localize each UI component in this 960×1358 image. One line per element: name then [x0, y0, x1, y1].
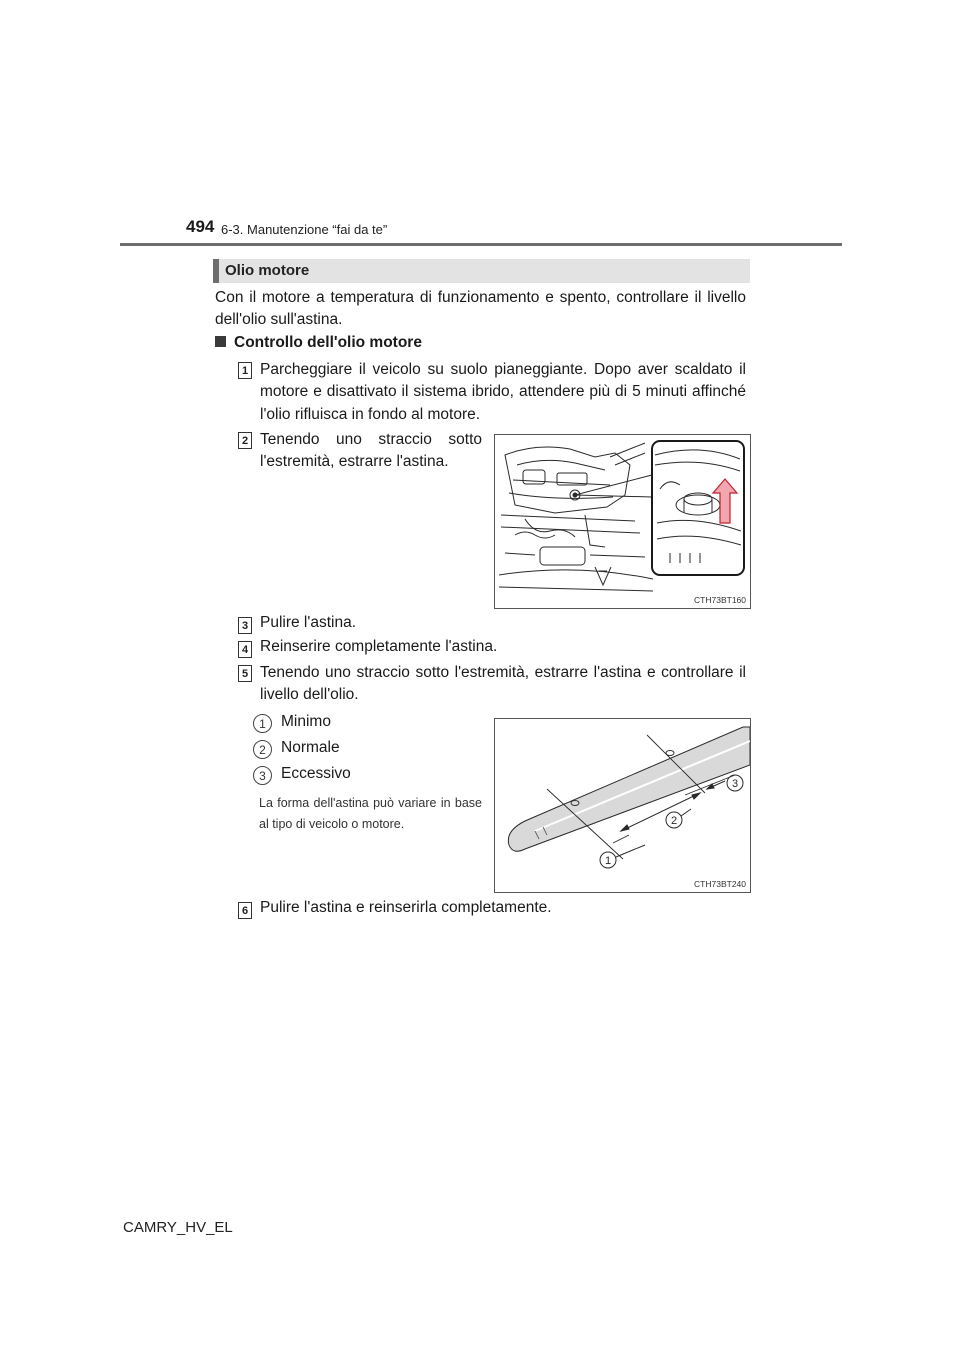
level-number-1: 1 — [253, 714, 272, 733]
callout-1: 1 — [604, 855, 612, 867]
dipstick-figure-code: CTH73BT240 — [694, 879, 746, 889]
footer-model-code: CAMRY_HV_EL — [123, 1219, 233, 1236]
step-5-text: Tenendo uno straccio sotto l'estremità, estrarre l'astina e controllare il livello dell'olio. — [260, 664, 746, 704]
step-number-4: 4 — [238, 641, 252, 658]
section-bar-accent — [213, 259, 219, 283]
header-divider — [120, 243, 842, 246]
level-label-excessive: Eccessivo — [281, 765, 351, 782]
note-text: La forma dell'astina può variare in base al tipo di veicolo o motore. — [259, 796, 482, 831]
engine-compartment-illustration — [495, 435, 750, 608]
step-number-3: 3 — [238, 617, 252, 634]
dipstick-figure — [494, 718, 751, 893]
dipstick-illustration — [495, 719, 750, 892]
engine-figure — [494, 434, 751, 609]
step-2-text: Tenendo uno straccio sotto l'estremità, estrarre l'astina. — [260, 431, 482, 471]
section-title-bar — [213, 259, 750, 283]
callout-2: 2 — [670, 815, 678, 827]
callout-3: 3 — [731, 778, 739, 790]
level-number-2: 2 — [253, 740, 272, 759]
step-number-1: 1 — [238, 362, 252, 379]
step-number-2: 2 — [238, 432, 252, 449]
page-number: 494 — [186, 217, 215, 236]
section-breadcrumb: 6-3. Manutenzione “fai da te” — [221, 222, 388, 237]
step-1-text: Parcheggiare il veicolo su suolo pianeggiante. Dopo aver scaldato il motore e disattivato il sistema ibrido, attendere più di 5 minuti affinché l'olio rifluisca in fondo al motore. — [260, 361, 746, 423]
step-4-text: Reinserire completamente l'astina. — [260, 638, 498, 655]
level-number-3: 3 — [253, 766, 272, 785]
square-bullet-icon — [215, 336, 226, 347]
subheading — [215, 334, 422, 352]
step-6-text: Pulire l'astina e reinserirla completamente. — [260, 899, 552, 916]
subheading-text: Controllo dell'olio motore — [234, 334, 422, 351]
section-title: Olio motore — [225, 262, 310, 279]
level-label-minimum: Minimo — [281, 713, 331, 730]
level-label-normal: Normale — [281, 739, 340, 756]
step-number-6: 6 — [238, 902, 252, 919]
step-3-text: Pulire l'astina. — [260, 614, 357, 631]
intro-paragraph: Con il motore a temperatura di funzionamento e spento, controllare il livello dell'olio sull'astina. — [215, 289, 746, 329]
step-number-5: 5 — [238, 665, 252, 682]
engine-figure-code: CTH73BT160 — [694, 595, 746, 605]
